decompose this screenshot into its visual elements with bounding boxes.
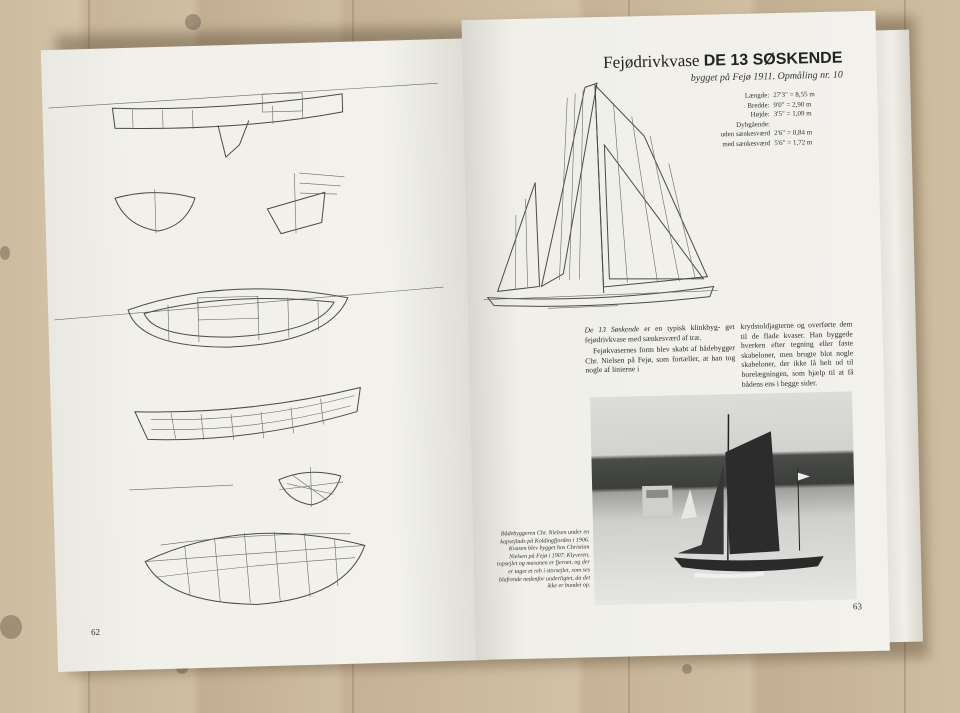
dimension-row: Dybgående: xyxy=(735,119,770,129)
text-column-2: krydstoldjagterne og overførte dem til de flade kvaser. Han byggede hverken efter tegning eller faste skabeloner, men brugte blot nogle skabeloner, der ikke lå helt ud til borelægningen, som hjælp til at få bådens ens i begge sider. xyxy=(740,319,854,389)
article-subtitle: bygget på Fejø 1911. Opmåling nr. 10 xyxy=(690,69,843,84)
dimension-row: med sænkesværd 5'6" = 1,72 m xyxy=(722,137,813,148)
dimension-row: uden sænkesværd 2'6" = 0,84 m xyxy=(720,128,813,139)
wood-knot xyxy=(682,664,692,674)
wood-knot xyxy=(185,14,201,30)
page-number-right: 63 xyxy=(852,601,862,612)
wood-knot xyxy=(0,615,22,639)
dimension-row: Længde: 27'3" = 8,55 m xyxy=(744,90,815,100)
page-number-left: 62 xyxy=(90,626,101,638)
text-column-1: De 13 Søskende er en typisk klinkbyg- get fejødrivkvase med sænkesværd af træ. Fejøkvasernes form blev skabt af bådebygger Chr. Nielsen på Fejø, som fortæller, at han tog nogle af linierne i xyxy=(584,322,736,375)
right-page xyxy=(461,11,889,660)
hull-line-drawings xyxy=(41,38,488,672)
photo-content xyxy=(590,391,857,605)
photo-caption: Bådebyggeren Chr. Nielsen under en kapsejlads på Koldingfjorden i 1906. Kvasen blev bygget hos Christian Nielsen på Fejø i 1907. Klyveren, topsejlet og masanen er fjernet, og der er taget et reb i storsejlet, som ses blafrende nedenfor underligtet, da det ikke er bundet op. xyxy=(496,529,591,590)
sailboat-photograph xyxy=(590,391,857,605)
left-page xyxy=(41,38,488,672)
wood-knot xyxy=(0,246,10,260)
article-title: Fejødrivkvase DE 13 SØSKENDE xyxy=(602,49,843,72)
dimension-row: Højde: 3'5" = 1,09 m xyxy=(750,109,812,119)
dimension-row: Bredde: 9'0" = 2,90 m xyxy=(747,99,812,110)
sail-plan-drawing xyxy=(461,11,882,340)
